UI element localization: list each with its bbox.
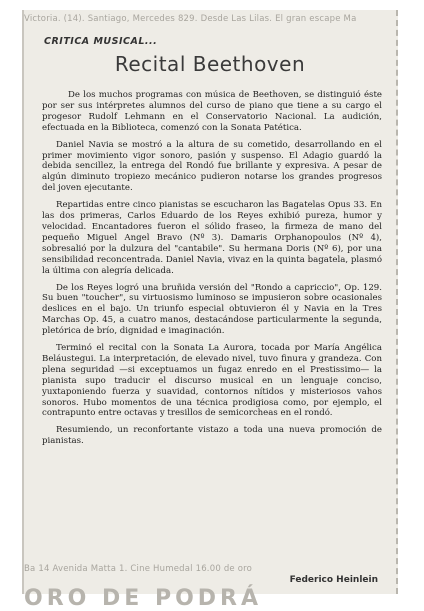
section-tag: CRITICA MUSICAL...	[44, 36, 160, 47]
paragraph: Terminó el recital con la Sonata La Aurora, tocada por María Angélica Beláustegui. La interpretación, de elevado nivel, tuvo finura y grandeza. Con plena seguridad —si exceptuamos un fugaz enredo en el Prestissimo— la pianista supo traducir el discurso musical en un lenguaje conciso, yuxtaponiendo fuerza y suavidad, contornos nítidos y misteriosos vahos sonoros. Hubo momentos de una técnica prodigiosa como, por ejemplo, el contrapunto entre octavas y tresillos de semicorcheas en el rondó.	[42, 343, 382, 419]
paragraph: Repartidas entre cinco pianistas se escucharon las Bagatelas Opus 33. En las dos primeras, Carlos Eduardo de los Reyes exhibió pureza, humor y velocidad. Encantadores fueron el sólido fraseo, la firmeza de mano del pequeño Miguel Angel Bravo (Nº 3). Damaris Orphanopoulos (Nº 4), sobresalió por la dulzura del "cantabile". Su hermana Doris (Nº 6), por una sensibilidad reconcentrada. Daniel Navia, vivaz en la quinta bagatela, plasmó la última con alegría delicada.	[42, 200, 382, 276]
paragraph: Daniel Navia se mostró a la altura de su cometido, desarrollando en el primer movimiento vigor sonoro, pasión y suspenso. El Adagio guardó la debida sencillez, la entrega del Rondó fue brillante y expresiva. A pesar de algún diminuto tropiezo mecánico pudieron notarse los grandes progresos del joven ejecutante.	[42, 139, 382, 194]
bleed-through-headline-bottom: ORO DE PODRÁ	[24, 586, 263, 611]
bleed-through-text-bottom: Ba 14 Avenida Matta 1. Cine Humedal 16.00 de oro	[24, 564, 253, 574]
article-body	[42, 90, 382, 453]
paragraph: De los muchos programas con música de Beethoven, se distinguió éste por ser sus intérpretes alumnos del curso de piano que tiene a su cargo el progesor Rudolf Lehmann en el Conservatorio Nacional. La audición, efectuada en la Biblioteca, comenzó con la Sonata Patética.	[42, 90, 382, 133]
paragraph: De los Reyes logró una bruñida versión del "Rondo a capriccio", Op. 129. Su buen "toucher", su virtuosismo luminoso se impusieron sobre ocasionales deslices en el bajo. Un triunfo especial obtuvieron él y Navia en la Tres Marchas Op. 45, a cuatro manos, destacándose particularmente la segunda, pletórica de brío, dignidad e imaginación.	[42, 282, 382, 337]
article-title: Recital Beethoven	[114, 52, 306, 76]
author-byline: Federico Heinlein	[289, 575, 378, 585]
paragraph: Resumiendo, un reconfortante vistazo a toda una nueva promoción de pianistas.	[42, 425, 382, 447]
newspaper-clipping	[22, 10, 398, 611]
bleed-through-text-top: Victoria. (14). Santiago, Mercedes 829. Desde Las Lilas. El gran escape Ma	[24, 14, 357, 24]
